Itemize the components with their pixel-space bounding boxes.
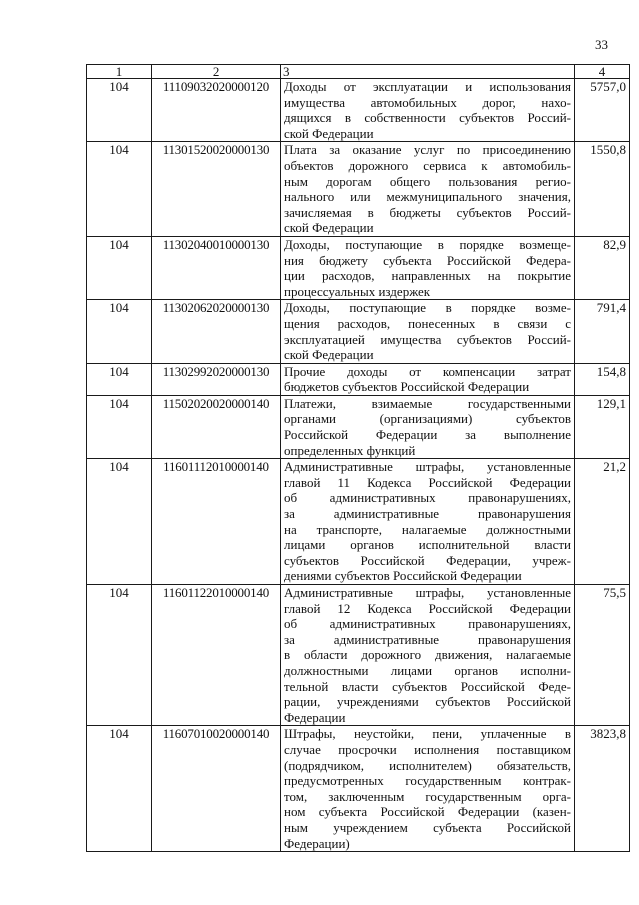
description-line: тельной власти субъектов Российской Феде- [284, 678, 571, 694]
table-row [87, 726, 630, 852]
amount-cell: 154,8 [575, 363, 630, 395]
description-line: Плата за оказание услуг по присоединению [284, 142, 571, 158]
description-line: эксплуатацией имущества субъектов Россий- [284, 331, 571, 347]
description-line: за административные правонарушения [284, 631, 571, 647]
revenue-description-cell [281, 395, 575, 458]
description-line: случае просрочки исполнения поставщиком [284, 741, 571, 757]
description-line: бюджетов субъектов Российской Федерации [284, 379, 530, 395]
description-line: ным учреждением субъекта Российской [284, 819, 571, 835]
description-line: Федерации [284, 709, 346, 725]
header-col-2: 2 [152, 65, 281, 79]
description-line: Федерации) [284, 835, 350, 851]
description-line: Прочие доходы от компенсации затрат [284, 363, 571, 379]
amount-cell: 1550,8 [575, 142, 630, 237]
header-col-1: 1 [87, 65, 152, 79]
budget-revenue-table [86, 64, 630, 852]
description-line: Штрафы, неустойки, пени, уплаченные в [284, 726, 571, 742]
description-line: Административные штрафы, установленные [284, 585, 571, 600]
admin-code-cell: 104 [87, 236, 152, 299]
revenue-description-cell [281, 300, 575, 363]
description-line: в области дорожного движения, налагаемые [284, 647, 571, 663]
description-line: рации, учреждениями субъектов Российской [284, 694, 571, 710]
amount-cell: 791,4 [575, 300, 630, 363]
admin-code-cell: 104 [87, 459, 152, 585]
table-row [87, 300, 630, 363]
amount-cell: 129,1 [575, 395, 630, 458]
table-row [87, 236, 630, 299]
description-line: Российской Федерации за выполнение [284, 427, 571, 443]
description-line: главой 12 Кодекса Российской Федерации [284, 600, 571, 616]
description-line: об административных правонарушениях, [284, 616, 571, 632]
admin-code-cell: 104 [87, 726, 152, 852]
table-row [87, 395, 630, 458]
amount-cell: 82,9 [575, 236, 630, 299]
revenue-description-cell [281, 585, 575, 726]
description-line: Административные штрафы, установленные [284, 459, 571, 475]
description-line: за административные правонарушения [284, 506, 571, 522]
revenue-code-cell: 11302062020000130 [152, 300, 281, 363]
table-row [87, 459, 630, 585]
description-line: органами (организациями) субъектов [284, 411, 571, 427]
table-header-row [87, 65, 630, 79]
header-col-3: 3 [281, 65, 575, 79]
description-line: дящихся в собственности субъектов Россий- [284, 110, 571, 126]
table-row [87, 585, 630, 726]
revenue-description-cell [281, 726, 575, 852]
amount-cell: 3823,8 [575, 726, 630, 852]
description-line: ном субъекта Российской Федерации (казен- [284, 804, 571, 820]
revenue-description-cell [281, 363, 575, 395]
description-line: зачисляемая в бюджеты субъектов Россий- [284, 204, 571, 220]
description-line: том, заключенным государственным орга- [284, 788, 571, 804]
description-line: объектов дорожного сервиса к автомобиль- [284, 157, 571, 173]
table-row [87, 79, 630, 142]
description-line: ции расходов, направленных на покрытие [284, 268, 571, 284]
description-line: имущества автомобильных дорог, нахо- [284, 94, 571, 110]
description-line: главой 11 Кодекса Российской Федерации [284, 474, 571, 490]
table-row [87, 142, 630, 237]
admin-code-cell: 104 [87, 363, 152, 395]
admin-code-cell: 104 [87, 142, 152, 237]
amount-cell: 75,5 [575, 585, 630, 726]
description-line: Платежи, взимаемые государственными [284, 395, 571, 411]
description-line: (подрядчиком, исполнителем) обязательств, [284, 757, 571, 773]
description-line: должностными лицами органов исполни- [284, 662, 571, 678]
revenue-description-cell [281, 79, 575, 142]
description-line: нального или межмуниципального значения, [284, 189, 571, 205]
description-line: Доходы, поступающие в порядке возмеще- [284, 236, 571, 252]
description-line: лицами органов исполнительной власти [284, 537, 571, 553]
revenue-description-cell [281, 459, 575, 585]
revenue-description-cell [281, 236, 575, 299]
revenue-code-cell: 11301520020000130 [152, 142, 281, 237]
description-line: Доходы от эксплуатации и использования [284, 79, 571, 94]
revenue-code-cell: 11502020020000140 [152, 395, 281, 458]
header-col-4: 4 [575, 65, 630, 79]
table-row [87, 363, 630, 395]
description-line: процессуальных издержек [284, 283, 431, 299]
revenue-code-cell: 11302040010000130 [152, 236, 281, 299]
revenue-code-cell: 11607010020000140 [152, 726, 281, 852]
description-line: об административных правонарушениях, [284, 490, 571, 506]
amount-cell: 5757,0 [575, 79, 630, 142]
revenue-code-cell: 11601122010000140 [152, 585, 281, 726]
description-line: предусмотренных государственным контрак- [284, 773, 571, 789]
description-line: дениями субъектов Российской Федерации [284, 568, 522, 584]
description-line: ской Федерации [284, 220, 374, 236]
description-line: на транспорте, налагаемые должностными [284, 521, 571, 537]
description-line: ным дорогам общего пользования регио- [284, 173, 571, 189]
revenue-description-cell [281, 142, 575, 237]
admin-code-cell: 104 [87, 585, 152, 726]
admin-code-cell: 104 [87, 395, 152, 458]
admin-code-cell: 104 [87, 79, 152, 142]
table-body [87, 79, 630, 852]
description-line: ния бюджету субъекта Российской Федера- [284, 252, 571, 268]
page-number: 33 [595, 37, 608, 52]
amount-cell: 21,2 [575, 459, 630, 585]
description-line: определенных функций [284, 442, 416, 458]
revenue-code-cell: 11109032020000120 [152, 79, 281, 142]
description-line: Доходы, поступающие в порядке возме- [284, 300, 571, 316]
description-line: ской Федерации [284, 125, 374, 141]
revenue-code-cell: 11601112010000140 [152, 459, 281, 585]
revenue-code-cell: 11302992020000130 [152, 363, 281, 395]
admin-code-cell: 104 [87, 300, 152, 363]
description-line: щения расходов, понесенных в связи с [284, 315, 571, 331]
description-line: ской Федерации [284, 347, 374, 363]
description-line: субъектов Российской Федерации, учреж- [284, 552, 571, 568]
